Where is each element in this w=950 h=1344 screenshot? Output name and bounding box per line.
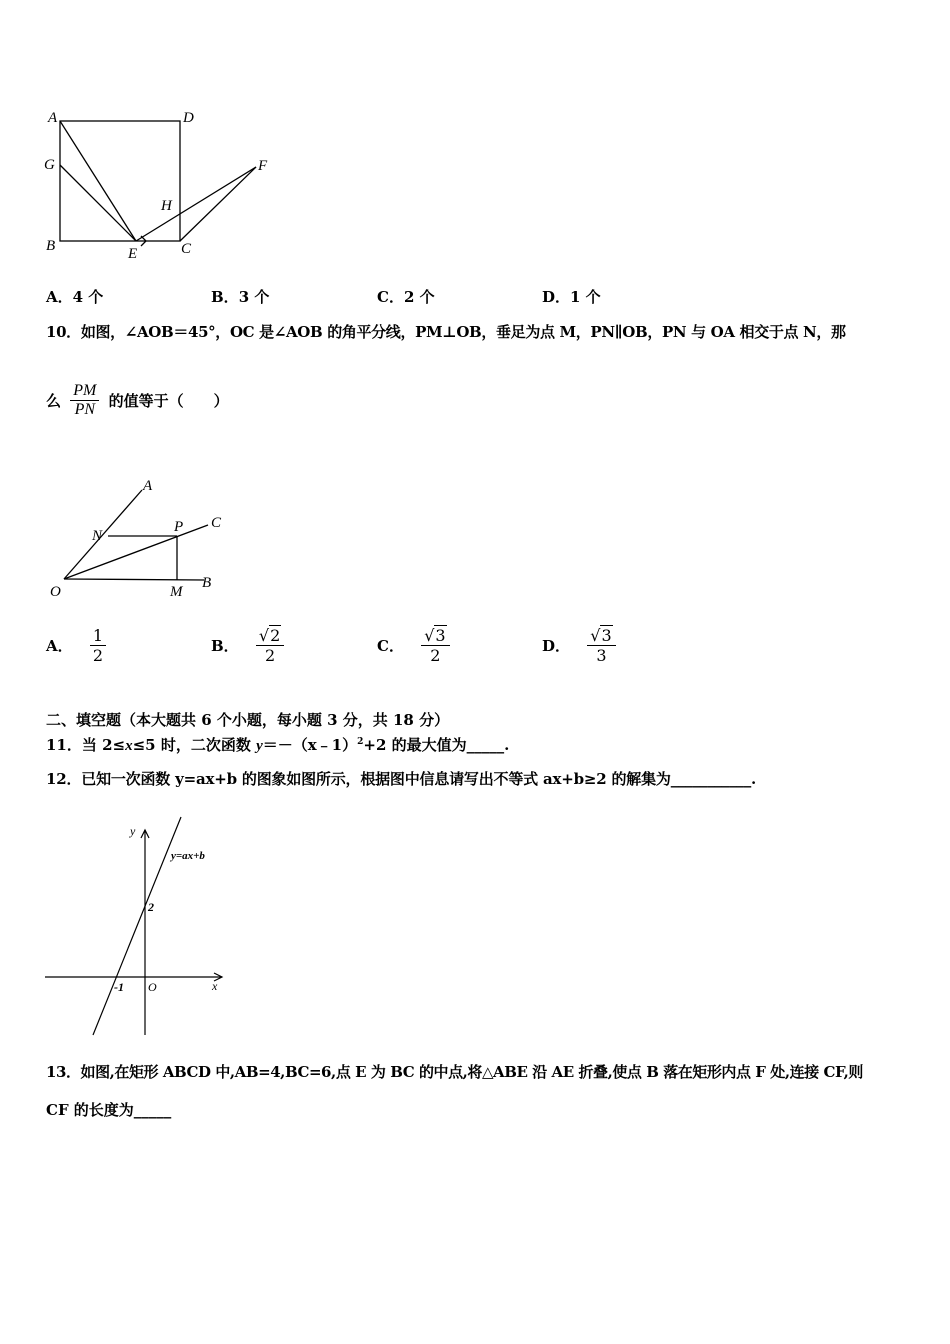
origin-label: O: [148, 980, 157, 994]
q9-option-b[interactable]: [211, 286, 269, 307]
q11-part: ＝－（x﹣1）: [262, 736, 358, 754]
label-a: A: [143, 478, 153, 494]
figure-q9: [38, 105, 278, 265]
fraction-numerator: PM: [70, 382, 99, 401]
option-letter: D．: [542, 288, 571, 306]
q9-option-a[interactable]: [46, 286, 103, 307]
label-p: P: [174, 519, 184, 535]
fraction-denominator: 2: [92, 646, 104, 665]
radicand: 3: [435, 626, 446, 645]
label-h: H: [161, 198, 172, 214]
q9-option-c[interactable]: [377, 286, 435, 307]
option-letter: A．: [46, 288, 73, 306]
option-text: 2 个: [403, 288, 435, 306]
fraction-numerator: [256, 626, 284, 646]
option-letter: C．: [377, 637, 404, 655]
option-text: 4 个: [72, 288, 104, 306]
fraction-numerator: 1: [90, 626, 106, 646]
q10-option-c[interactable]: [377, 626, 450, 665]
function-line: [93, 817, 181, 1035]
option-letter: A．: [46, 637, 73, 655]
q11-part: ≤5 时，二次函数: [132, 736, 257, 754]
fraction-denominator: 3: [596, 646, 607, 665]
y-axis-label: y: [130, 824, 136, 838]
label-c: C: [181, 241, 192, 257]
label-c: C: [211, 515, 222, 531]
line-label: y=ax+b: [171, 850, 205, 862]
option-fraction: [421, 626, 449, 665]
x-axis-label: x: [212, 979, 218, 993]
label-f: F: [258, 158, 268, 174]
q9-option-d[interactable]: [542, 286, 601, 307]
radicand: 3: [601, 626, 612, 645]
sqrt-symbol: √3: [590, 626, 612, 645]
option-text: 1 个: [570, 288, 601, 306]
label-e: E: [128, 246, 138, 262]
fraction-denominator: PN: [74, 401, 96, 418]
option-fraction: [256, 626, 284, 665]
ray-ob: [64, 579, 204, 580]
label-b: B: [202, 575, 212, 591]
q11-stem: [46, 734, 509, 755]
option-fraction: [90, 626, 106, 665]
q12-stem: 12．已知一次函数 y=ax+b 的图象如图所示，根据图中信息请写出不等式 ax+b≥2 的解集为___________.: [46, 770, 757, 788]
q13-stem-line2: CF 的长度为_____: [46, 1101, 172, 1119]
q11-exponent: 2: [357, 737, 364, 747]
segment-ae: [60, 121, 136, 241]
figure-q12: [40, 815, 240, 1040]
sqrt-symbol: √3: [424, 626, 446, 645]
fraction-numerator: [587, 626, 615, 646]
label-d: D: [183, 110, 194, 126]
sqrt-symbol: √2: [258, 626, 281, 645]
q10-stem-line2: [46, 382, 229, 419]
fraction-denominator: 2: [430, 646, 441, 665]
q10-option-b[interactable]: [211, 626, 284, 665]
label-n: N: [92, 528, 103, 544]
option-letter: C．: [377, 288, 404, 306]
q11-var-y: y: [256, 738, 263, 754]
ray-oc: [64, 525, 208, 579]
label-o: O: [50, 584, 61, 600]
ray-oa: [64, 490, 142, 579]
option-letter: B．: [211, 637, 239, 655]
section-heading: 二、填空题（本大题共 6 个小题，每小题 3 分，共 18 分）: [46, 711, 450, 729]
q10-stem-line1: 10．如图，∠AOB＝45°，OC 是∠AOB 的角平分线，PM⊥OB，垂足为点 M，PN∥OB，PN 与 OA 相交于点 N，那: [46, 323, 846, 341]
label-m: M: [170, 584, 183, 600]
segment-ge: [60, 165, 136, 241]
fraction-numerator: [421, 626, 449, 646]
q11-var-x: x: [125, 738, 133, 754]
q10-prefix: 么: [46, 392, 62, 410]
label-g: G: [44, 157, 55, 173]
segment-cf: [180, 167, 256, 241]
fraction-pm-pn: [70, 382, 99, 419]
figure-q10: [40, 472, 240, 602]
label-b: B: [46, 238, 56, 254]
segment-ef: [136, 167, 256, 241]
option-letter: D．: [542, 637, 571, 655]
q11-part: +2 的最大值为_____.: [363, 736, 510, 754]
option-letter: B．: [211, 288, 239, 306]
rectangle-abcd: [60, 121, 180, 241]
y-intercept-label: 2: [148, 900, 154, 914]
label-a: A: [48, 110, 58, 126]
q10-suffix: 的值等于（ ）: [108, 392, 229, 410]
x-intercept-label: -1: [114, 980, 124, 994]
q10-option-d[interactable]: [542, 626, 616, 665]
fraction-denominator: 2: [265, 646, 276, 665]
q10-option-a[interactable]: [46, 626, 106, 665]
q13-stem-line1: 13．如图,在矩形 ABCD 中,AB=4,BC=6,点 E 为 BC 的中点,将△ABE 沿 AE 折叠,使点 B 落在矩形内点 F 处,连接 CF,则: [46, 1063, 863, 1081]
option-fraction: [587, 626, 615, 665]
q11-part: 11．当 2≤: [46, 736, 126, 754]
option-text: 3 个: [238, 288, 270, 306]
radicand: 2: [270, 626, 281, 645]
